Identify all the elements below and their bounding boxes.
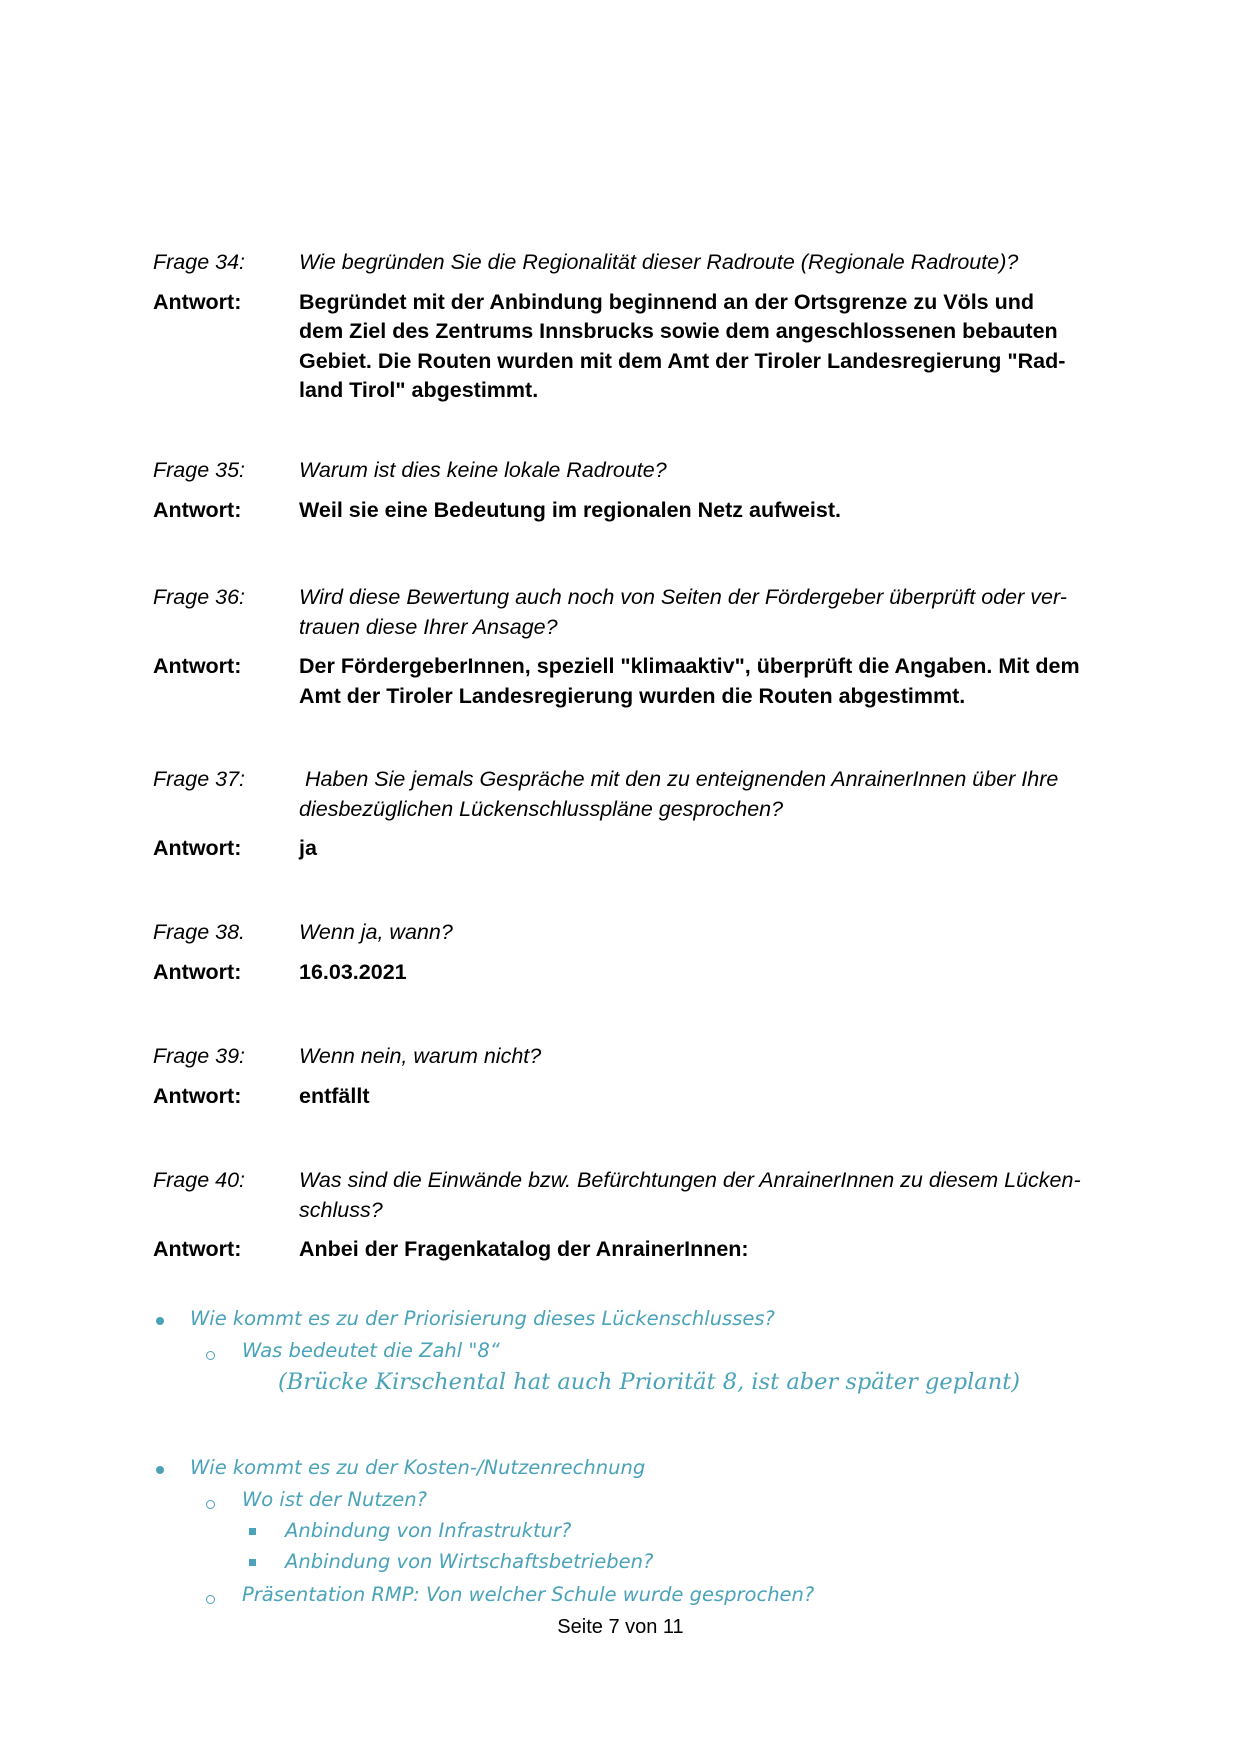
qa-block-40 (153, 1166, 1143, 1265)
question-label: Frage 39: (153, 1044, 246, 1068)
bullet-square-icon (249, 1559, 256, 1566)
answer-text: Begründet mit der Anbindung beginnend an der Ortsgrenze zu Völs und dem Ziel des Zentrums Innsbrucks sowie dem angeschlossenen bebauten Gebiet. Die Routen wurden mit dem Amt der Tiroler Landesregierung "Rad- land Tirol" abgestimmt. (299, 289, 1066, 402)
page-footer: Seite 7 von 11 (557, 1616, 684, 1638)
question-row (153, 918, 1143, 948)
question-text: Wie begründen Sie die Regionalität dieser Radroute (Regionale Radroute)? (299, 250, 1019, 274)
bullet-dot-icon (156, 1317, 164, 1325)
question-label: Frage 36: (153, 585, 246, 609)
question-label: Frage 38. (153, 920, 246, 944)
list-subitem: Wo ist der Nutzen? (242, 1488, 427, 1511)
answer-row (153, 834, 1143, 864)
question-row (153, 456, 1143, 486)
qa-block-35 (153, 456, 1143, 525)
question-label: Frage 37: (153, 767, 246, 791)
answer-label: Antwort: (153, 1237, 242, 1261)
bullet-circle-icon (206, 1500, 215, 1509)
question-row (153, 765, 1143, 824)
qa-block-39 (153, 1042, 1143, 1111)
answer-row (153, 288, 1143, 406)
handwritten-note: (Brücke Kirschental hat auch Priorität 8, ist aber später geplant) (278, 1369, 1021, 1395)
answer-row (153, 1235, 1143, 1265)
qa-block-36 (153, 583, 1143, 711)
question-text: Wenn ja, wann? (299, 920, 453, 944)
answer-text: 16.03.2021 (299, 959, 407, 984)
question-text: Wenn nein, warum nicht? (299, 1044, 542, 1068)
answer-label: Antwort: (153, 289, 242, 314)
question-text: Haben Sie jemals Gespräche mit den zu enteignenden AnrainerInnen über Ihre diesbezüglichen Lückenschlusspläne gesprochen? (299, 767, 1059, 821)
qa-block-34 (153, 248, 1143, 406)
list-item: Wie kommt es zu der Priorisierung dieses Lückenschlusses? (190, 1307, 775, 1330)
answer-text: Der FördergeberInnen, speziell "klimaaktiv", überprüft die Angaben. Mit dem Amt der Tiroler Landesregierung wurden die Routen abgestimmt. (299, 654, 1080, 708)
answer-text: entfällt (299, 1083, 370, 1108)
question-text: Wird diese Bewertung auch noch von Seiten der Fördergeber überprüft oder ver- trauen diese Ihrer Ansage? (299, 585, 1067, 639)
answer-label: Antwort: (153, 497, 242, 522)
list-subsubitem: Anbindung von Infrastruktur? (285, 1519, 572, 1542)
bullet-circle-icon (206, 1351, 215, 1360)
answer-row (153, 958, 1143, 988)
list-subitem: Was bedeutet die Zahl "8“ (242, 1339, 500, 1362)
list-subitem: Präsentation RMP: Von welcher Schule wurde gesprochen? (242, 1583, 815, 1606)
question-row (153, 1042, 1143, 1072)
bullet-circle-icon (206, 1595, 215, 1604)
question-text: Was sind die Einwände bzw. Befürchtungen der AnrainerInnen zu diesem Lücken- schluss? (299, 1168, 1081, 1222)
answer-text: Weil sie eine Bedeutung im regionalen Netz aufweist. (299, 497, 841, 522)
list-subsubitem: Anbindung von Wirtschaftsbetrieben? (285, 1550, 654, 1573)
question-label: Frage 35: (153, 458, 246, 482)
answer-text: ja (299, 836, 317, 860)
bullet-dot-icon (156, 1466, 164, 1474)
list-item: Wie kommt es zu der Kosten-/Nutzenrechnung (190, 1456, 646, 1479)
answer-label: Antwort: (153, 1083, 242, 1108)
question-row (153, 248, 1143, 278)
bullet-square-icon (249, 1528, 256, 1535)
answer-text: Anbei der Fragenkatalog der AnrainerInnen: (299, 1237, 749, 1261)
qa-block-38 (153, 918, 1143, 987)
answer-row (153, 496, 1143, 526)
answer-label: Antwort: (153, 654, 242, 678)
answer-row (153, 652, 1143, 711)
answer-label: Antwort: (153, 836, 242, 860)
answer-row (153, 1082, 1143, 1112)
question-text: Warum ist dies keine lokale Radroute? (299, 458, 667, 482)
question-label: Frage 34: (153, 250, 246, 274)
question-row (153, 583, 1143, 642)
question-label: Frage 40: (153, 1168, 246, 1192)
question-row (153, 1166, 1143, 1225)
qa-block-37 (153, 765, 1143, 864)
answer-label: Antwort: (153, 959, 242, 984)
